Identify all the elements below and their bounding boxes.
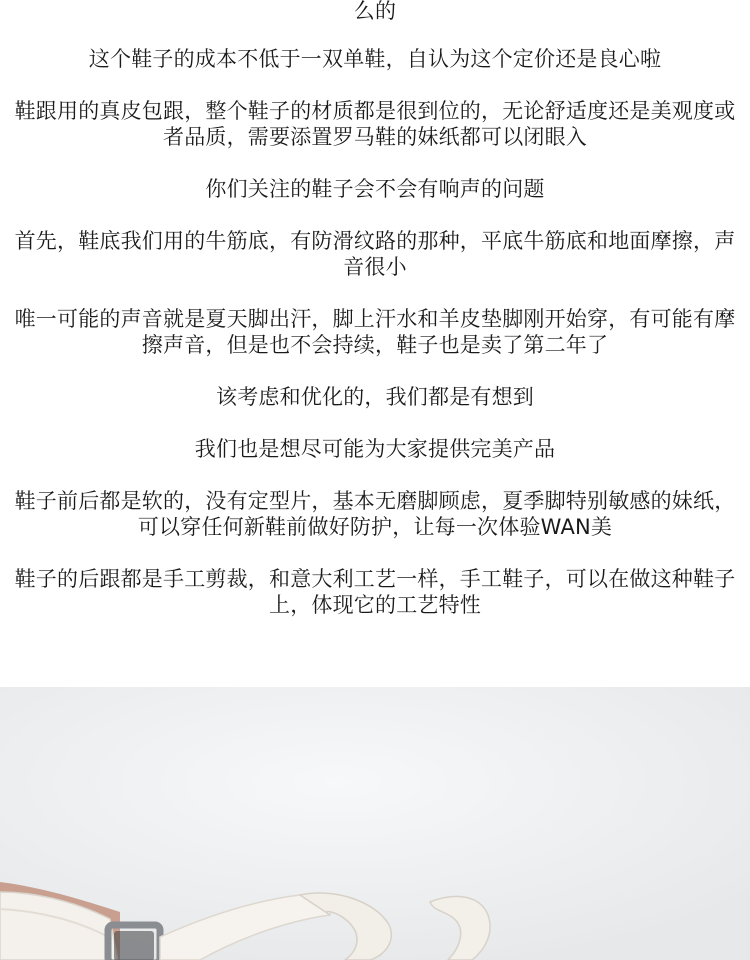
description-paragraph: 鞋子前后都是软的，没有定型片，基本无磨脚顾虑，夏季脚特别敏感的妹纸，可以穿任何新鞋前做好防护，让每一次体验WAN美 (14, 489, 736, 539)
description-paragraph: 鞋跟用的真皮包跟，整个鞋子的材质都是很到位的，无论舒适度还是美观度或者品质，需要添置罗马鞋的妹纸都可以闭眼入 (14, 99, 736, 149)
product-photo (0, 687, 750, 960)
description-paragraph: 么的 (353, 0, 397, 23)
description-paragraph: 首先，鞋底我们用的牛筋底，有防滑纹路的那种，平底牛筋底和地面摩擦，声音很小 (14, 229, 736, 279)
sandal-illustration (0, 687, 750, 960)
description-paragraph: 我们也是想尽可能为大家提供完美产品 (194, 437, 556, 461)
description-paragraph: 这个鞋子的成本不低于一双单鞋，自认为这个定价还是良心啦 (88, 47, 662, 71)
description-paragraph: 唯一可能的声音就是夏天脚出汗，脚上汗水和羊皮垫脚刚开始穿，有可能有摩擦声音，但是也不会持续，鞋子也是卖了第二年了 (14, 307, 736, 357)
description-paragraph: 鞋子的后跟都是手工剪裁，和意大利工艺一样，手工鞋子，可以在做这种鞋子上，体现它的工艺特性 (14, 567, 736, 617)
description-paragraph: 该考虑和优化的，我们都是有想到 (216, 385, 534, 409)
description-paragraph: 你们关注的鞋子会不会有响声的问题 (205, 177, 545, 201)
